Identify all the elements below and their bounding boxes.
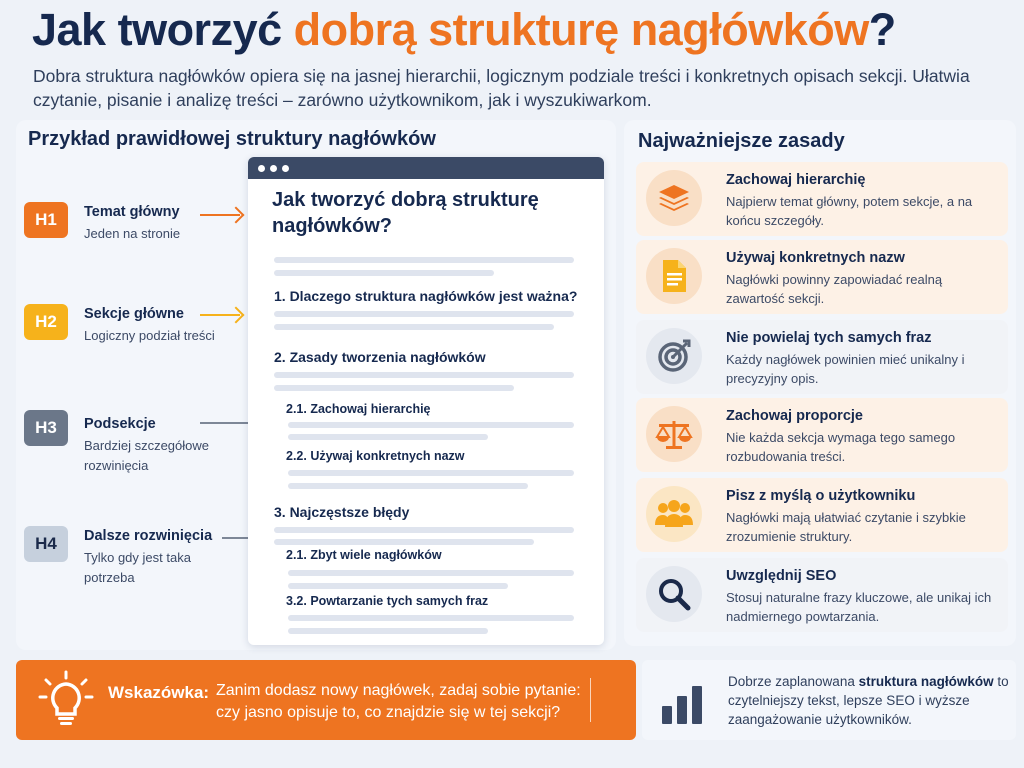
layers-icon [646,170,702,226]
rules-title: Najważniejsze zasady [638,130,845,152]
text-placeholder [288,570,574,576]
bar-chart-icon [660,686,708,726]
doc-h2-2: 2. Zasady tworzenia nagłówków [274,349,486,365]
rule-hierarchy [636,162,1008,236]
scale-icon [646,406,702,462]
level-h2-desc: Logiczny podział treści [84,328,215,343]
search-icon [646,566,702,622]
doc-h1: Jak tworzyć dobrą strukturę nagłówków? [272,189,539,237]
window-dot-icon [270,165,277,172]
text-placeholder [274,539,534,545]
rule-desc: Nagłówki mają ułatwiać czytanie i szybkie zrozumienie struktury. [726,510,966,544]
level-h4-desc: Tylko gdy jest taka potrzeba [84,550,191,585]
target-icon [646,328,702,384]
badge-h3: H3 [24,410,68,446]
rule-unique [636,320,1008,394]
badge-h1: H1 [24,202,68,238]
rule-title: Zachowaj hierarchię [726,172,866,188]
intro-text: Dobra struktura nagłówków opiera się na jasnej hierarchii, logicznym podziale treści i konkretnych opisach sekcji. Ułatwia czytanie, pisanie i analizę treści – zarówno użytkownikom, jak i wyszukiwarkom. [33,66,970,110]
tip-banner [16,660,636,740]
title-part-3: ? [868,4,896,55]
rule-desc: Nagłówki powinny zapowiadać realną zawartość sekcji. [726,272,943,306]
arrow-h2 [200,314,240,316]
text-placeholder [274,385,514,391]
text-placeholder [274,311,574,317]
level-h3 [24,406,254,486]
document-icon [646,248,702,304]
text-placeholder [274,270,494,276]
window-titlebar [248,157,604,179]
level-h2-label: Sekcje główne [84,306,184,322]
text-placeholder [274,257,574,263]
text-placeholder [288,470,574,476]
text-placeholder [288,434,488,440]
summary-pre: Dobrze zaplanowana [728,674,859,689]
rule-proportions [636,398,1008,472]
window-dot-icon [282,165,289,172]
arrow-h1 [200,214,240,216]
doc-h3-4: 3.2. Powtarzanie tych samych fraz [286,594,489,608]
tip-text: Zanim dodasz nowy nagłówek, zadaj sobie pytanie: czy jasno opisuje to, co znajdzie się w tej sekcji? [216,682,581,721]
rule-desc: Każdy nagłówek powinien mieć unikalny i precyzyjny opis. [726,352,965,386]
text-placeholder [288,628,488,634]
rule-title: Zachowaj proporcje [726,408,863,424]
text-placeholder [288,483,528,489]
title-part-1: Jak tworzyć [32,4,294,55]
window-dot-icon [258,165,265,172]
badge-h4: H4 [24,526,68,562]
rule-title: Pisz z myślą o użytkowniku [726,488,916,504]
users-icon [646,486,702,542]
summary-post: to czytelniejszy tekst, lepsze SEO i wyższe zaangażowanie użytkowników. [728,674,1009,727]
level-h3-desc: Bardziej szczegółowe rozwinięcia [84,438,210,473]
rule-seo [636,558,1008,632]
doc-h3-3: 2.1. Zbyt wiele nagłówków [286,548,442,562]
text-placeholder [274,372,574,378]
level-h4-label: Dalsze rozwinięcia [84,528,213,544]
rule-desc: Stosuj naturalne frazy kluczowe, ale unikaj ich nadmiernego powtarzania. [726,590,992,624]
summary-box [642,660,1016,740]
doc-h3-2: 2.2. Używaj konkretnych nazw [286,449,465,463]
text-placeholder [288,583,508,589]
tip-label: Wskazówka: [108,683,210,702]
doc-h2-3: 3. Najczęstsze błędy [274,504,410,520]
badge-h2: H2 [24,304,68,340]
doc-h3-1: 2.1. Zachowaj hierarchię [286,402,431,416]
lightbulb-icon [38,670,94,730]
level-h2 [24,300,254,380]
text-placeholder [288,422,574,428]
level-h4 [24,522,254,602]
divider [590,678,591,722]
rule-desc: Nie każda sekcja wymaga tego samego rozbudowania treści. [726,430,956,464]
page-title [32,4,896,56]
document-mockup [248,157,604,645]
rule-desc: Najpierw temat główny, potem sekcje, a na końcu szczegóły. [726,194,973,228]
level-h1 [24,198,254,278]
level-h1-desc: Jeden na stronie [84,226,181,241]
rule-title: Uwzględnij SEO [726,568,837,584]
summary-bold: struktura nagłówków [858,674,994,689]
summary-text [728,672,1018,729]
text-placeholder [274,527,574,533]
title-highlight: dobrą strukturę nagłówków [293,4,869,55]
rule-user [636,478,1008,552]
rule-title: Używaj konkretnych nazw [726,250,905,266]
rule-title: Nie powielaj tych samych fraz [726,330,932,346]
text-placeholder [288,615,574,621]
level-h1-label: Temat główny [84,204,180,220]
example-title: Przykład prawidłowej struktury nagłówków [28,128,436,150]
text-placeholder [274,324,554,330]
rule-names [636,240,1008,314]
level-h3-label: Podsekcje [84,416,156,432]
doc-h2-1: 1. Dlaczego struktura nagłówków jest ważna? [274,288,578,304]
